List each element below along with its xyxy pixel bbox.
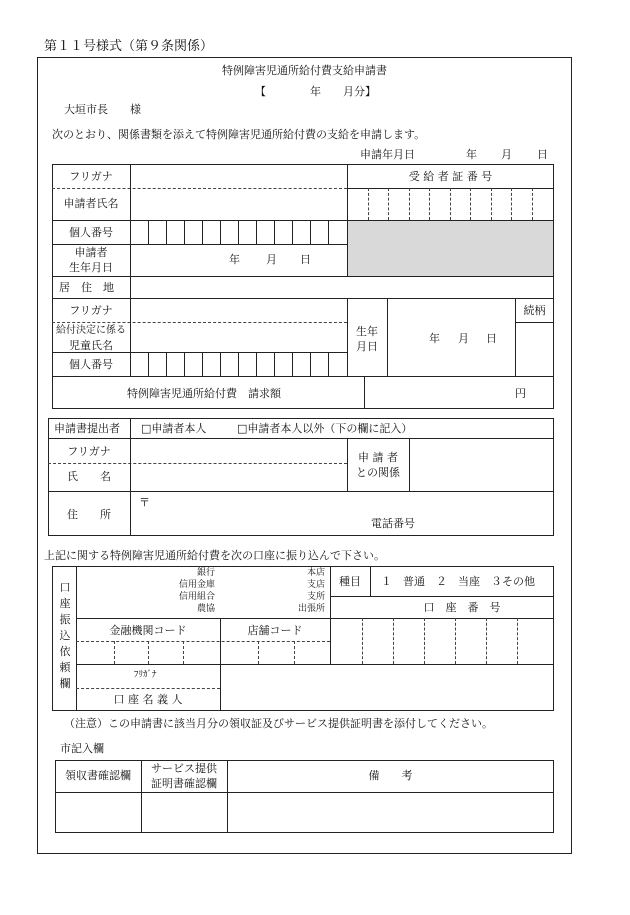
- submitter-furigana-label: フリガナ: [67, 445, 111, 458]
- child-name-label-2: 児童氏名: [69, 339, 113, 352]
- addressee: 大垣市長 様: [64, 103, 141, 116]
- child-birth-label-1: 生年: [356, 325, 378, 338]
- submitter-relation-label-1: 申 請 者: [358, 451, 398, 464]
- branch-type-3: 支所: [306, 592, 325, 602]
- bank-type-3: 信用組合: [178, 592, 215, 602]
- bank-type-2: 信用金庫: [178, 580, 215, 590]
- account-kind-options: １ 普通 ２ 当座 ３その他: [381, 575, 535, 588]
- child-furigana-label: フリガナ: [69, 304, 113, 317]
- child-birth-year: 年: [429, 332, 440, 345]
- child-relation-label: 続柄: [523, 304, 546, 317]
- applicant-birth-day: 日: [300, 253, 311, 266]
- intro-text: 次のとおり、関係書類を添えて特例障害児通所給付費の支給を申請します。: [52, 128, 426, 141]
- shaded-area: [348, 221, 553, 276]
- claim-label: 特例障害児通所給付費 請求額: [127, 387, 281, 400]
- form-title: 特例障害児通所給付費支給申請書: [222, 64, 387, 77]
- period-month: 月分】: [343, 85, 376, 98]
- submitter-name-label: 氏 名: [67, 470, 111, 483]
- bank-code-label: 金融機関コード: [109, 624, 187, 637]
- application-date-label: 申請年月日: [360, 148, 415, 161]
- child-birth-month: 月: [458, 332, 469, 345]
- holder-kana-label: ﾌﾘｶﾞﾅ: [134, 670, 157, 680]
- form-number: 第１１号様式（第９条関係）: [44, 39, 214, 54]
- applicant-personal-number-label: 個人番号: [69, 226, 113, 239]
- service-check-label-2: 証明書確認欄: [151, 777, 217, 790]
- holder-label: 口 座 名 義 人: [113, 693, 183, 706]
- child-birth-day: 日: [486, 332, 497, 345]
- postal-mark: 〒: [139, 496, 150, 509]
- branch-type-1: 本店: [306, 568, 325, 578]
- applicant-name-label: 申請者氏名: [63, 197, 119, 210]
- bank-type-1: 銀行: [196, 568, 215, 578]
- child-personal-number-label: 個人番号: [69, 358, 113, 371]
- submitter-address-label: 住 所: [67, 508, 111, 521]
- applicant-furigana-label: フリガナ: [69, 170, 113, 183]
- bank-intro: 上記に関する特例障害児通所給付費を次の口座に振り込んで下さい。: [44, 549, 385, 562]
- submitter-label: 申請書提出者: [54, 422, 120, 435]
- account-kind-label: 種目: [339, 575, 361, 588]
- recipient-cert-label: 受 給 者 証 番 号: [408, 170, 493, 183]
- child-birth-label-2: 月日: [356, 340, 378, 353]
- account-number-label: 口 座 番 号: [423, 601, 501, 614]
- service-check-label-1: サービス提供: [151, 762, 217, 775]
- branch-type-2: 支店: [306, 580, 325, 590]
- submitter-option-self[interactable]: □申請者本人: [141, 422, 207, 435]
- child-name-label-1: 給付決定に係る: [56, 325, 126, 336]
- applicant-birth-label-1: 申請者: [74, 246, 108, 259]
- submitter-relation-label-2: との関係: [356, 466, 400, 479]
- branch-type-4: 出張所: [297, 604, 325, 614]
- claim-unit: 円: [515, 387, 526, 400]
- submitter-option-other[interactable]: □申請者本人以外（下の欄に記入）: [237, 422, 413, 435]
- city-section-title: 市記入欄: [60, 742, 104, 755]
- application-year: 年: [466, 148, 477, 161]
- submitter-phone-label: 電話番号: [371, 517, 415, 530]
- applicant-birth-month: 月: [266, 253, 277, 266]
- bank-type-4: 農協: [196, 604, 215, 614]
- attachment-note: （注意）この申請書に該当月分の領収証及びサービス提供証明書を添付してください。: [64, 717, 493, 730]
- receipt-check-label: 領収書確認欄: [65, 769, 131, 782]
- applicant-birth-label-2: 生年月日: [69, 261, 113, 274]
- period-year: 年: [310, 85, 321, 98]
- bank-side-label: 口 座 振 込 依 頼 欄: [59, 581, 71, 690]
- application-day: 日: [537, 148, 548, 161]
- applicant-birth-year: 年: [229, 253, 240, 266]
- application-month: 月: [501, 148, 512, 161]
- remarks-label: 備 考: [368, 769, 413, 782]
- branch-code-label: 店舗コード: [247, 624, 303, 637]
- applicant-address-label: 居 住 地: [59, 281, 114, 294]
- period-open: 【: [255, 85, 266, 98]
